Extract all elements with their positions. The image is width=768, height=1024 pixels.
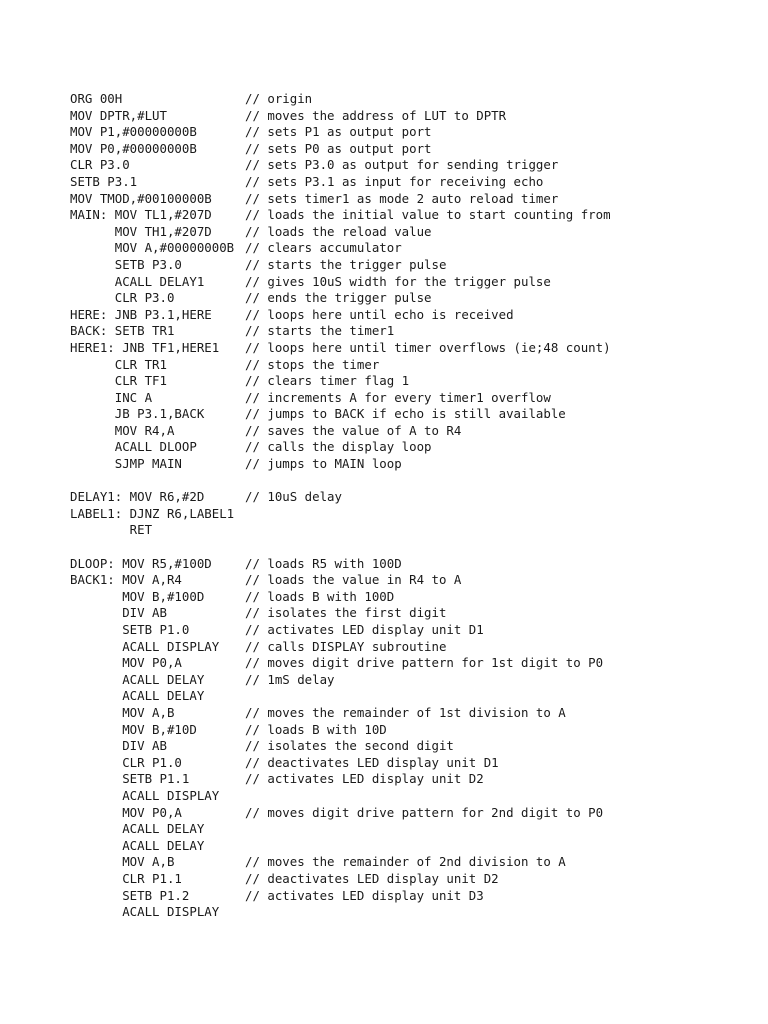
code-instruction: ACALL DISPLAY xyxy=(70,787,220,803)
code-instruction: DIV AB xyxy=(70,738,167,754)
code-comment: // calls the display loop xyxy=(245,439,432,455)
code-instruction: CLR P1.1 xyxy=(70,870,182,886)
code-instruction: ACALL DELAY xyxy=(70,671,205,687)
code-instruction: DLOOP: MOV R5,#100D xyxy=(70,555,212,571)
code-comment: // loops here until timer overflows (ie;48 count) xyxy=(245,339,611,355)
code-instruction: ACALL DLOOP xyxy=(70,439,197,455)
code-comment: // calls DISPLAY subroutine xyxy=(245,638,447,654)
code-comment: // isolates the second digit xyxy=(245,738,454,754)
code-comment: // moves digit drive pattern for 1st digit to P0 xyxy=(245,655,604,671)
code-instruction: ACALL DELAY xyxy=(70,821,205,837)
code-instruction: HERE1: JNB TF1,HERE1 xyxy=(70,339,220,355)
code-comment: // activates LED display unit D3 xyxy=(245,887,484,903)
code-instruction: MOV A,B xyxy=(70,854,175,870)
code-comment: // moves the remainder of 1st division to A xyxy=(245,704,566,720)
code-instruction: ACALL DELAY xyxy=(70,688,205,704)
code-instruction: CLR TF1 xyxy=(70,373,167,389)
code-comment: // activates LED display unit D2 xyxy=(245,771,484,787)
code-comment: // saves the value of A to R4 xyxy=(245,422,462,438)
code-instruction: MOV TMOD,#00100000B xyxy=(70,190,212,206)
code-instruction: MOV R4,A xyxy=(70,422,175,438)
code-comment: // 10uS delay xyxy=(245,489,342,505)
code-instruction: MOV A,#00000000B xyxy=(70,240,235,256)
code-instruction: MOV A,B xyxy=(70,704,175,720)
code-comment: // origin xyxy=(245,91,313,106)
code-comment: // loads B with 10D xyxy=(245,721,387,737)
code-instruction: SETB P1.2 xyxy=(70,887,190,903)
code-comment: // increments A for every timer1 overflow xyxy=(245,389,551,405)
code-instruction: CLR TR1 xyxy=(70,356,167,372)
code-comment: // jumps to BACK if echo is still available xyxy=(245,406,566,422)
code-comment: // loads the initial value to start counting from xyxy=(245,207,611,223)
code-instruction: SJMP MAIN xyxy=(70,456,182,472)
code-instruction: DELAY1: MOV R6,#2D xyxy=(70,489,205,505)
code-comment: // sets P3.1 as input for receiving echo xyxy=(245,173,544,189)
code-comment: // sets P3.0 as output for sending trigger xyxy=(245,157,559,173)
code-comment: // isolates the first digit xyxy=(245,605,447,621)
code-instruction: BACK1: MOV A,R4 xyxy=(70,572,182,588)
code-comment: // ends the trigger pulse xyxy=(245,290,432,306)
code-comment: // deactivates LED display unit D2 xyxy=(245,870,499,886)
code-comment: // sets P0 as output port xyxy=(245,140,432,156)
code-comment: // 1mS delay xyxy=(245,671,335,687)
code-instruction: MOV B,#100D xyxy=(70,588,205,604)
code-comment: // sets timer1 as mode 2 auto reload timer xyxy=(245,190,559,206)
code-instruction: MOV P0,A xyxy=(70,804,182,820)
code-comment: // activates LED display unit D1 xyxy=(245,622,484,637)
code-instruction: JB P3.1,BACK xyxy=(70,406,205,422)
code-instruction: ORG 00H xyxy=(70,91,123,106)
code-instruction: DIV AB xyxy=(70,605,167,621)
code-comment: // moves digit drive pattern for 2nd digit to P0 xyxy=(245,804,604,820)
code-instruction: CLR P1.0 xyxy=(70,754,182,770)
code-comment: // clears accumulator xyxy=(245,240,402,256)
code-instruction: SETB P3.0 xyxy=(70,256,182,272)
code-comment: // moves the remainder of 2nd division to A xyxy=(245,854,566,870)
code-instruction: MOV P0,A xyxy=(70,655,182,671)
code-comment: // gives 10uS width for the trigger pulse xyxy=(245,273,551,289)
code-comment: // jumps to MAIN loop xyxy=(245,456,402,472)
code-instruction: SETB P1.1 xyxy=(70,771,190,787)
code-comment: // stops the timer xyxy=(245,356,380,372)
code-instruction: SETB P3.1 xyxy=(70,173,138,189)
code-comment: // loads B with 100D xyxy=(245,588,395,604)
code-comment: // loads R5 with 100D xyxy=(245,555,402,571)
code-instruction: MOV P0,#00000000B xyxy=(70,140,197,156)
code-instruction: MOV P1,#00000000B xyxy=(70,124,197,140)
code-instruction: MOV DPTR,#LUT xyxy=(70,107,167,123)
code-instruction: ACALL DELAY1 xyxy=(70,273,205,289)
code-instruction: RET xyxy=(70,522,153,538)
code-instruction: SETB P1.0 xyxy=(70,622,190,637)
code-instruction: ACALL DISPLAY xyxy=(70,904,220,920)
code-instruction: INC A xyxy=(70,389,153,405)
code-instruction: BACK: SETB TR1 xyxy=(70,323,175,339)
code-instruction: LABEL1: DJNZ R6,LABEL1 xyxy=(70,505,235,521)
code-instruction: MAIN: MOV TL1,#207D xyxy=(70,207,212,223)
code-comment: // loads the value in R4 to A xyxy=(245,572,462,588)
code-instruction: ACALL DISPLAY xyxy=(70,638,220,654)
code-comment: // starts the trigger pulse xyxy=(245,256,447,272)
code-comment: // deactivates LED display unit D1 xyxy=(245,754,499,770)
code-comment: // moves the address of LUT to DPTR xyxy=(245,107,507,123)
code-instruction: MOV B,#10D xyxy=(70,721,197,737)
code-comment: // clears timer flag 1 xyxy=(245,373,410,389)
code-instruction: HERE: JNB P3.1,HERE xyxy=(70,306,212,322)
code-comment: // loads the reload value xyxy=(245,223,432,239)
code-instruction: CLR P3.0 xyxy=(70,290,175,306)
code-comment: // starts the timer1 xyxy=(245,323,395,339)
code-instruction: MOV TH1,#207D xyxy=(70,223,212,239)
code-instruction: ACALL DELAY xyxy=(70,837,205,853)
code-comment: // loops here until echo is received xyxy=(245,306,514,322)
code-comment: // sets P1 as output port xyxy=(245,124,432,140)
code-instruction: CLR P3.0 xyxy=(70,157,130,173)
